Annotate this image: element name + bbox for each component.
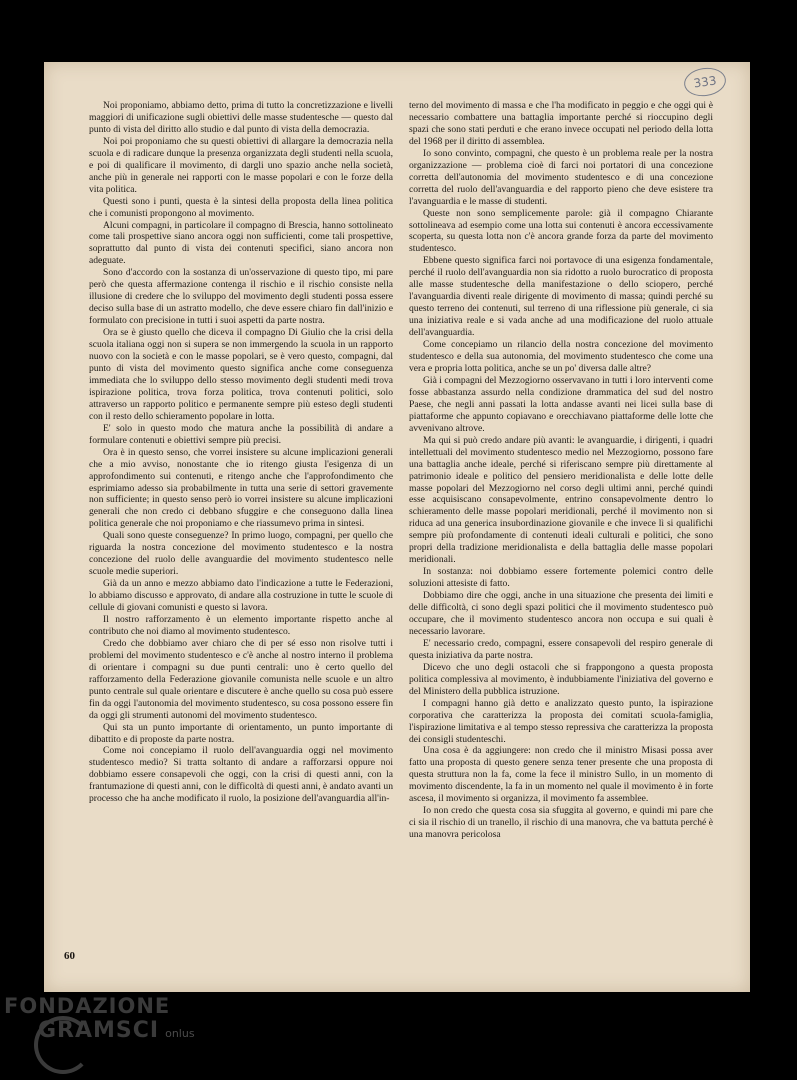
paragraph: Io sono convinto, compagni, che questo è un problema reale per la nostra organizzazione — problema cioè di farci noi portatori di una concezione corretta dell'autonomia del movimento studentesco e di una concezione corretta del ruolo dell'avanguardia e del rapporto pieno che deve esistere tra l'avanguardia e le masse di studenti. xyxy=(409,147,713,207)
paragraph: Ma qui si può credo andare più avanti: le avanguardie, i dirigenti, i quadri intellettuali del movimento studentesco medio nel Mezzogiorno, possono fare una battaglia anche ideale, perché si riferiscano sempre più direttamente al patrimonio ideale e politico del pensiero meridionalista e delle lotte delle masse popolari del Mezzogiorno nel corso degli ultimi anni, perché quindi esse acquisiscano consapevolmente, entrino consapevolmente dentro lo schieramento delle masse popolari meridionali, perché il movimento non si riduca ad una generica insubordinazione giovanile e che invece lì si qualifichi sempre più profondamente di contenuti ideali culturali e politici, che sono propri della tradizione meridionalista e della battaglia delle masse popolari meridionali. xyxy=(409,434,713,566)
paragraph: Quali sono queste conseguenze? In primo luogo, compagni, per quello che riguarda la nostra concezione del movimento studentesco e la nostra concezione del ruolo delle avanguardie del movimento studentesco nelle scuole medie superiori. xyxy=(89,530,393,578)
paragraph: Come noi concepiamo il ruolo dell'avanguardia oggi nel movimento studentesco medio? Si tratta soltanto di andare a rafforzarsi oppure noi dobbiamo essere consapevoli che oggi, con la crisi di questi anni, con la frantumazione di questi anni, con le difficoltà di questi anni, è andato avanti un processo che ha anche modificato il ruolo, la posizione dell'avanguardia all'in- xyxy=(89,745,393,805)
paragraph: E' solo in questo modo che matura anche la possibilità di andare a formulare contenuti e obiettivi sempre più precisi. xyxy=(89,422,393,446)
paragraph: Già i compagni del Mezzogiorno osservavano in tutti i loro interventi come fosse abbastanza assurdo nella condizione drammatica del sud del nostro Paese, che negli anni passati la lotta andasse avanti nei licei sulla base di piattaforme che appunto copiavano e orecchiavano piattaforme delle lotte che avvenivano altrove. xyxy=(409,374,713,434)
page-number: 60 xyxy=(64,950,75,962)
paragraph: Il nostro rafforzamento è un elemento importante rispetto anche al contributo che noi diamo al movimento studentesco. xyxy=(89,613,393,637)
paragraph: Già da un anno e mezzo abbiamo dato l'indicazione a tutte le Federazioni, lo abbiamo discusso e approvato, di andare alla costruzione in tutte le scuole di cellule di giovani comunisti e questo si lavora. xyxy=(89,578,393,614)
paragraph: Credo che dobbiamo aver chiaro che di per sé esso non risolve tutti i problemi del movimento studentesco e c'è anche al nostro interno il problema di orientare i compagni su due punti centrali: uno è certo quello del rafforzamento della Federazione giovanile comunista nelle scuole e un altro punto centrale sul quale orientare e discutere è anche quello su cosa può essere fin da oggi l'autonomia del movimento studentesco, su cosa possono essere fin da oggi gli strumenti autonomi del movimento studentesco. xyxy=(89,637,393,721)
paragraph: Dobbiamo dire che oggi, anche in una situazione che presenta dei limiti e delle difficoltà, ci sono degli spazi politici che il movimento studentesco può occupare, che il movimento studentesco ancora non occupa e sui quali è necessario lavorare. xyxy=(409,590,713,637)
paragraph: Qui sta un punto importante di orientamento, un punto importante di dibattito e di proposte da parte nostra. xyxy=(89,721,393,745)
paragraph: Sono d'accordo con la sostanza di un'osservazione di questo tipo, mi pare però che questa affermazione contenga il rischio e il rischio consiste nella illusione di credere che lo sviluppo del movimento degli studenti possa essere deciso sulla base di un astratto modello, che deve essere chiaro fin dall'inizio e formulato con precisione in tutti i suoi aspetti da parte nostra. xyxy=(89,267,393,327)
paragraph: Come concepiamo un rilancio della nostra concezione del movimento studentesco e della sua autonomia, del movimento studentesco che come una vera e propria lotta politica, anche se un po' diversa dalle altre? xyxy=(409,339,713,374)
document-page xyxy=(44,62,750,992)
paragraph: Noi proponiamo, abbiamo detto, prima di tutto la concretizzazione e livelli maggiori di unificazione sugli obiettivi delle masse studentesche — questo dal punto di vista del diritto allo studio e dal punto di vista della democrazia. xyxy=(89,100,393,135)
gramsci-logo-icon xyxy=(34,1016,92,1074)
right-column xyxy=(409,100,713,942)
paragraph: In sostanza: noi dobbiamo essere fortemente polemici contro delle soluzioni attesiste di fatto. xyxy=(409,566,713,590)
paragraph: E' necessario credo, compagni, essere consapevoli del respiro generale di questa iniziativa da parte nostra. xyxy=(409,637,713,661)
watermark-line2: GRAMSCI xyxy=(38,1018,160,1043)
paragraph: Ora se è giusto quello che diceva il compagno Di Giulio che la crisi della scuola italiana oggi non si supera se non immergendo la scuola in un rapporto nuovo con la società e con le masse popolari, se è vero questo, compagni, dal punto di vista del movimento questo significa anche come conseguenza immediata che lo sviluppo dello stesso movimento degli studenti medi trova ispirazione politica, trova forza politica, trova contenuti politici, solo attraverso un rapporto politico e permanente sempre più esteso degli studenti con il resto dello schieramento popolare in lotta. xyxy=(89,327,393,422)
paragraph: Alcuni compagni, in particolare il compagno di Brescia, hanno sottolineato come tali prospettive siano ancora oggi non sufficienti, come tali prospettive, soprattutto dal punto di vista dei contenuti specifici, siano ancora non adeguate. xyxy=(89,219,393,267)
archive-number-stamp: 333 xyxy=(682,65,727,99)
fondazione-gramsci-watermark xyxy=(4,994,244,1080)
paragraph: Queste non sono semplicemente parole: già il compagno Chiarante sottolineava ad esempio come una lotta sui contenuti è ancora eccessivamente scoperta, su questa lotta non c'è ancora grande forza da parte del movimento studentesco. xyxy=(409,207,713,255)
paragraph: Ora è in questo senso, che vorrei insistere su alcune implicazioni generali che a mio avviso, nonostante che io ritengo giusta l'esigenza di un approfondimento sui contenuti, e ritengo anche che l'approfondimento che esprimiamo adesso sia probabilmente in tutta una serie di settori gravemente non sufficiente; in questo senso però io vorrei insistere su alcune implicazioni generali che non credo ci debbano sfuggire e che conseguono dalla linea politica generale che noi proponiamo e che riassumevo prima in sintesi. xyxy=(89,446,393,530)
paragraph: Io non credo che questa cosa sia sfuggita al governo, e quindi mi pare che ci sia il rischio di un tranello, il rischio di una manovra, che va battuta perché è una manovra pericolosa xyxy=(409,805,713,841)
left-column xyxy=(89,100,393,942)
paragraph: Una cosa è da aggiungere: non credo che il ministro Misasi possa aver fatto una proposta di questo genere senza tener presente che una proposta di questa struttura non la fa, come la fece il ministro Sullo, in un momento di movimento discendente, la fa in un momento nel quale il movimento è in forte ascesa, il movimento si organizza, il movimento fa assemblee. xyxy=(409,745,713,805)
paragraph: Ebbene questo significa farci noi portavoce di una esigenza fondamentale, perché il ruolo dell'avanguardia non sia ridotto a ruolo burocratico di proposta alle masse studentesche della manifestazione o dello sciopero, perché l'avanguardia diventi reale dirigente di movimento di massa; quindi perché su questo terreno dei contenuti, sul terreno di una riflessione più generale, ci sia una iniziativa reale e si vada anche ad una modificazione del ruolo attuale dell'avanguardia. xyxy=(409,255,713,339)
text-columns xyxy=(89,100,713,942)
watermark-line3: onlus xyxy=(165,1027,195,1040)
paragraph: Dicevo che uno degli ostacoli che si frappongono a questa proposta politica complessiva al movimento, è indubbiamente l'iniziativa del governo e del Ministero della pubblica istruzione. xyxy=(409,661,713,697)
watermark-line1: FONDAZIONE xyxy=(4,994,171,1018)
paragraph: terno del movimento di massa e che l'ha modificato in peggio e che oggi qui è necessario combattere una battaglia importante perché si rioccupino degli spazi che sono stati perduti e che erano invece occupati nel periodo della lotta del 1968 per il diritto di assemblea. xyxy=(409,100,713,147)
paragraph: I compagni hanno già detto e analizzato questo punto, la ispirazione corporativa che caratterizza la proposta dei comitati scuola-famiglia, l'ispirazione limitativa e al tempo stesso repressiva che caratterizza la proposta dei consigli studenteschi. xyxy=(409,697,713,745)
paragraph: Questi sono i punti, questa è la sintesi della proposta della linea politica che i comunisti propongono al movimento. xyxy=(89,195,393,219)
paragraph: Noi poi proponiamo che su questi obiettivi di allargare la democrazia nella scuola e di radicare dunque la presenza organizzata degli studenti nella scuola, e poi di qualificare il movimento, di dargli uno spazio anche nella società, anche più in generale nei rapporti con le masse popolari e con le forze della vita politica. xyxy=(89,135,393,195)
